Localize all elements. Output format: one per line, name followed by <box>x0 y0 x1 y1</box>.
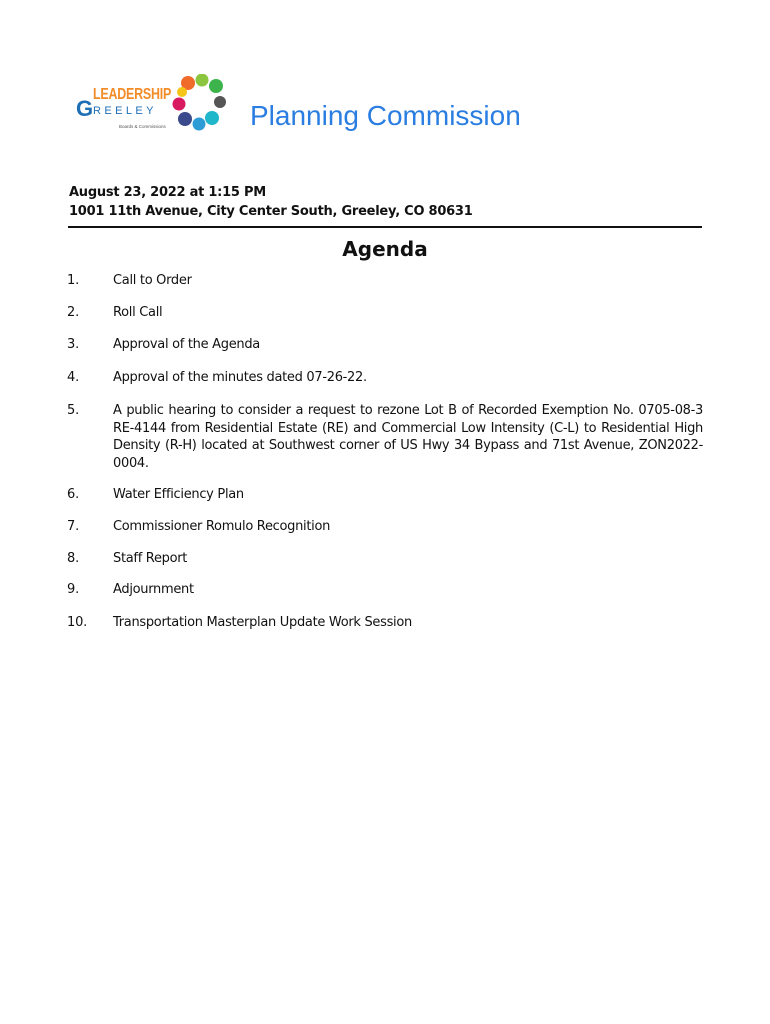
agenda-item-number: 4. <box>67 370 80 385</box>
agenda-item-number: 2. <box>67 305 80 320</box>
agenda-item-text: Roll Call <box>113 305 163 320</box>
agenda-item-text: Transportation Masterplan Update Work Session <box>113 615 412 630</box>
agenda-item-number: 5. <box>67 403 80 418</box>
agenda-item-number: 7. <box>67 519 80 534</box>
agenda-item-number: 8. <box>67 551 80 566</box>
logo-g-letter: G <box>76 96 94 121</box>
agenda-item-text: Commissioner Romulo Recognition <box>113 519 331 534</box>
agenda-heading <box>0 237 770 261</box>
agenda-item-text: Approval of the minutes dated 07-26-22. <box>113 370 367 385</box>
agenda-item-number: 3. <box>67 337 80 352</box>
meeting-address: 1001 11th Avenue, City Center South, Greeley, CO 80631 <box>69 204 473 219</box>
logo-tagline: Boards & Commissions <box>119 124 166 129</box>
agenda-item-text: Call to Order <box>113 273 192 288</box>
meeting-date: August 23, 2022 at 1:15 PM <box>69 185 266 200</box>
leadership-greeley-logo <box>76 74 230 134</box>
header-divider <box>68 226 702 228</box>
agenda-item-text: Approval of the Agenda <box>113 337 260 352</box>
agenda-item-text: Adjournment <box>113 582 194 597</box>
agenda-item-text: A public hearing to consider a request to rezone Lot B of Recorded Exemption No. 0705-08-3 RE-4144 from Residential Estate (RE) and Commercial Low Intensity (C-L) to Residential High Density (R-H) located at Southwest corner of US Hwy 34 Bypass and 71st Avenue, ZON2022-0004. <box>113 403 703 471</box>
logo-leadership-text: LEADERSHIP <box>93 86 172 103</box>
agenda-heading-text: Agenda <box>342 237 428 261</box>
agenda-item-number: 10. <box>67 615 88 630</box>
agenda-item-text: Water Efficiency Plan <box>113 487 244 502</box>
page-title: Planning Commission <box>250 100 521 131</box>
logo-reeley-text: REELEY <box>93 105 157 117</box>
agenda-item-number: 1. <box>67 273 80 288</box>
agenda-item-text: Staff Report <box>113 551 188 566</box>
agenda-item-number: 9. <box>67 582 80 597</box>
people-circle-icon <box>172 74 228 132</box>
agenda-item-number: 6. <box>67 487 80 502</box>
